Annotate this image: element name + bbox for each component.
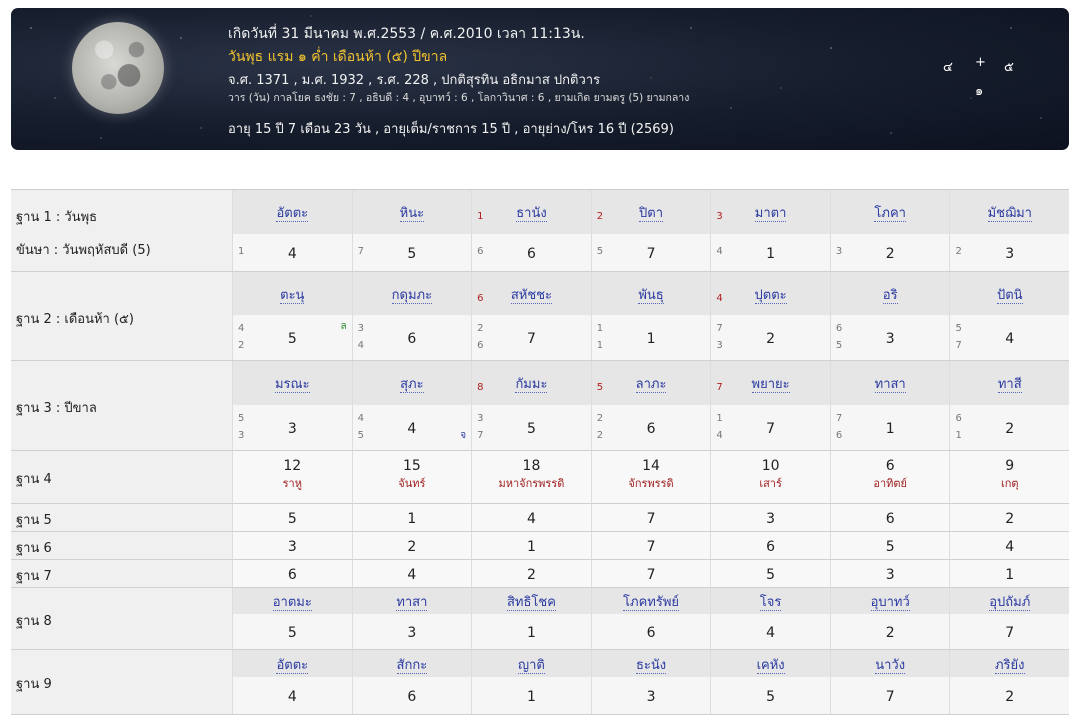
- era-line: จ.ศ. 1371 , ม.ศ. 1932 , ร.ศ. 228 , ปกติสุรทิน อธิกมาส ปกติวาร: [228, 73, 601, 88]
- table-row-base-2: [11, 272, 1069, 361]
- name-cell: [591, 361, 711, 405]
- row-label: [11, 650, 232, 714]
- value-cell: [710, 504, 830, 531]
- name-cell: [591, 190, 711, 234]
- base-value: 5: [287, 511, 297, 527]
- name-cell: [352, 272, 472, 315]
- house-value: 5: [766, 689, 776, 705]
- planet-name: ราหู: [282, 477, 302, 490]
- house-value: 5: [526, 421, 536, 437]
- value-cell: [591, 315, 711, 360]
- lunar-date-line: วันพุธ แรม ๑ ค่ำ เดือนห้า (๕) ปีขาล: [228, 49, 448, 65]
- house-name-link[interactable]: มาตา: [754, 206, 787, 221]
- value-cell: [352, 315, 472, 360]
- value-cell: [352, 234, 472, 271]
- table-row-base-6: [11, 532, 1069, 560]
- position-number-top: 3: [357, 323, 364, 334]
- position-number-bottom: 1: [596, 340, 604, 351]
- house-name-link[interactable]: สหัชชะ: [510, 288, 553, 303]
- base-5-label: ฐาน 5: [16, 513, 52, 528]
- name-cell: [232, 190, 352, 234]
- planet-cell: [830, 451, 950, 503]
- value-cell: [352, 504, 472, 531]
- name-cell: [232, 361, 352, 405]
- position-number-bottom: 2: [238, 340, 245, 351]
- value-cell: [949, 677, 1069, 714]
- house-name-link[interactable]: สิทธิโชค: [506, 595, 556, 610]
- value-cell: [591, 677, 711, 714]
- planet-name: เสาร์: [759, 477, 782, 490]
- house-name-link[interactable]: ญาติ: [518, 658, 545, 673]
- base-value: 6: [287, 567, 297, 583]
- position-number-bottom: 5: [835, 340, 843, 351]
- planet-cell: [710, 451, 830, 503]
- planet-cell: [232, 451, 352, 503]
- value-cell: [471, 234, 591, 271]
- value-cell: [710, 532, 830, 559]
- name-cell: [232, 650, 352, 677]
- house-name-link[interactable]: ปัตนิ: [996, 288, 1023, 303]
- position-number-bottom: 6: [835, 430, 843, 441]
- birth-info-banner: [11, 8, 1069, 150]
- house-value: 3: [1005, 246, 1015, 262]
- house-number: 5: [596, 382, 604, 393]
- base-6-label: ฐาน 6: [16, 541, 52, 556]
- age-line: อายุ 15 ปี 7 เดือน 23 วัน , อายุเต็ม/ราชการ 15 ปี , อายุย่าง/โหร 16 ปี (2569): [228, 122, 674, 137]
- house-value: 7: [1005, 625, 1015, 641]
- value-cell: [949, 614, 1069, 649]
- value-cell: [710, 405, 830, 450]
- value-cell: [949, 405, 1069, 450]
- house-name-link[interactable]: โจร: [759, 595, 782, 610]
- house-value: 7: [526, 331, 536, 347]
- house-name-link[interactable]: ตะนุ: [280, 288, 305, 303]
- figure-plus: +: [975, 55, 986, 70]
- row-label: [11, 588, 232, 649]
- name-cell: [949, 650, 1069, 677]
- table-row-base-9: [11, 650, 1069, 715]
- table-row-base-3: [11, 361, 1069, 451]
- house-value: 4: [287, 246, 297, 262]
- name-cell: [471, 361, 591, 405]
- house-value: 6: [526, 246, 536, 262]
- house-name-link[interactable]: สุภะ: [400, 377, 424, 392]
- house-name-link[interactable]: ปุตตะ: [754, 288, 787, 303]
- position-number-bottom: 4: [716, 430, 723, 441]
- value-cell: [830, 560, 950, 587]
- value-cell: [591, 614, 711, 649]
- position-number: 6: [477, 246, 484, 257]
- base-4-label: ฐาน 4: [16, 472, 52, 487]
- planet-cell: [471, 451, 591, 503]
- base-value: 4: [526, 511, 536, 527]
- base-2-label: ฐาน 2 : เดือนห้า (๕): [16, 312, 134, 327]
- base-value: 7: [646, 511, 656, 527]
- house-number: 4: [716, 293, 723, 304]
- moon-phase-image: [72, 22, 164, 114]
- position-number-top: 5: [238, 413, 245, 424]
- value-cell: [830, 234, 950, 271]
- name-cell: [352, 588, 472, 614]
- value-cell: [471, 315, 591, 360]
- house-value: 4: [1005, 331, 1015, 347]
- value-cell: [471, 677, 591, 714]
- position-number-top: 1: [716, 413, 723, 424]
- name-cell: [471, 588, 591, 614]
- house-name-link[interactable]: พันธุ: [638, 288, 664, 303]
- house-name-link[interactable]: นาวัง: [875, 658, 906, 673]
- value-cell: [352, 677, 472, 714]
- planet-cell: [591, 451, 711, 503]
- table-row-base-1: [11, 190, 1069, 272]
- table-row-base-4: [11, 451, 1069, 504]
- house-value: 3: [287, 421, 297, 437]
- planet-strength: 18: [522, 458, 541, 474]
- name-cell: [591, 588, 711, 614]
- planet-strength: 9: [1005, 458, 1015, 474]
- planet-mark: จ: [460, 430, 467, 441]
- base-value: 4: [1005, 539, 1015, 555]
- value-cell: [949, 315, 1069, 360]
- name-cell: [232, 272, 352, 315]
- base-value: 2: [1005, 511, 1015, 527]
- planet-strength: 14: [642, 458, 660, 474]
- value-cell: [710, 677, 830, 714]
- value-cell: [232, 315, 352, 360]
- value-cell: [710, 560, 830, 587]
- position-number-top: 6: [955, 413, 962, 424]
- house-value: 6: [646, 421, 656, 437]
- base-value: 3: [885, 567, 895, 583]
- house-value: 2: [885, 246, 895, 262]
- value-cell: [352, 614, 472, 649]
- position-number: 1: [238, 246, 245, 257]
- house-name-link[interactable]: อุปถัมภ์: [989, 595, 1031, 610]
- value-cell: [352, 405, 472, 450]
- house-value: 2: [885, 625, 895, 641]
- value-cell: [591, 560, 711, 587]
- house-value: 1: [526, 689, 536, 705]
- base-value: 1: [1005, 567, 1015, 583]
- value-cell: [352, 532, 472, 559]
- planet-name: จันทร์: [398, 477, 426, 490]
- auspicious-line: วาร (วัน) กาลโยค ธงชัย : 7 , อธิบดี : 4 , อุบาทว์ : 6 , โลกาวินาศ : 6 , ยามเกิด ยามตรู (5) ยามกลาง: [228, 92, 690, 104]
- house-name-link[interactable]: อุบาทว์: [870, 595, 910, 610]
- value-cell: [830, 405, 950, 450]
- name-cell: [232, 588, 352, 614]
- row-label: [11, 190, 232, 271]
- house-name-link[interactable]: อัตตะ: [276, 658, 309, 673]
- position-number: 3: [835, 246, 843, 257]
- name-cell: [710, 650, 830, 677]
- planet-mark: ล: [340, 321, 347, 332]
- house-name-link[interactable]: สักกะ: [396, 658, 428, 673]
- position-number-top: 7: [716, 323, 723, 334]
- house-value: 1: [885, 421, 895, 437]
- house-value: 6: [407, 689, 417, 705]
- value-cell: [949, 504, 1069, 531]
- house-name-link[interactable]: มรณะ: [274, 377, 310, 392]
- value-cell: [471, 405, 591, 450]
- house-value: 2: [1005, 421, 1015, 437]
- house-name-link[interactable]: หินะ: [399, 206, 425, 221]
- name-cell: [830, 361, 950, 405]
- row-label: [11, 532, 232, 559]
- value-cell: [232, 614, 352, 649]
- value-cell: [232, 234, 352, 271]
- value-cell: [710, 315, 830, 360]
- base-value: 2: [407, 539, 417, 555]
- base-value: 6: [766, 539, 776, 555]
- planet-strength: 10: [761, 458, 780, 474]
- house-value: 5: [407, 246, 417, 262]
- base-value: 1: [407, 511, 417, 527]
- house-name-link[interactable]: ธะนัง: [635, 658, 667, 673]
- base-8-label: ฐาน 8: [16, 614, 52, 629]
- planet-name: อาทิตย์: [873, 477, 907, 490]
- value-cell: [830, 532, 950, 559]
- base-value: 4: [407, 567, 417, 583]
- house-value: 2: [766, 331, 776, 347]
- value-cell: [232, 504, 352, 531]
- house-name-link[interactable]: ภริยัง: [994, 658, 1025, 673]
- planet-name: เกตุ: [1000, 477, 1019, 490]
- name-cell: [471, 190, 591, 234]
- house-name-link[interactable]: เคหัง: [756, 658, 785, 673]
- name-cell: [471, 650, 591, 677]
- house-value: 1: [526, 625, 536, 641]
- name-cell: [591, 272, 711, 315]
- position-number-bottom: 2: [596, 430, 604, 441]
- position-number: 2: [955, 246, 962, 257]
- position-number-top: 2: [596, 413, 604, 424]
- position-number: 5: [596, 246, 604, 257]
- row-label: [11, 451, 232, 503]
- house-value: 3: [646, 689, 656, 705]
- base-value: 3: [287, 539, 297, 555]
- base-value: 5: [885, 539, 895, 555]
- figure-top-left: ๔: [943, 60, 953, 75]
- planet-strength: 6: [885, 458, 895, 474]
- house-number: 2: [596, 211, 604, 222]
- house-name-link[interactable]: ปิตา: [639, 206, 664, 221]
- planet-strength: 12: [283, 458, 302, 474]
- position-number-top: 6: [835, 323, 843, 334]
- base-value: 2: [526, 567, 536, 583]
- name-cell: [710, 272, 830, 315]
- position-number-bottom: 1: [955, 430, 962, 441]
- base-value: 6: [885, 511, 895, 527]
- value-cell: [949, 532, 1069, 559]
- house-value: 7: [766, 421, 776, 437]
- house-value: 4: [407, 421, 417, 437]
- house-number: 6: [477, 293, 484, 304]
- name-cell: [710, 361, 830, 405]
- house-number: 3: [716, 211, 723, 222]
- table-row-base-7: [11, 560, 1069, 588]
- position-number-top: 3: [477, 413, 484, 424]
- name-cell: [830, 588, 950, 614]
- position-number-bottom: 4: [357, 340, 364, 351]
- house-name-link[interactable]: โภคา: [874, 206, 906, 221]
- house-value: 7: [885, 689, 895, 705]
- name-cell: [471, 272, 591, 315]
- value-cell: [232, 405, 352, 450]
- value-cell: [591, 504, 711, 531]
- value-cell: [710, 614, 830, 649]
- house-name-link[interactable]: โภคทรัพย์: [623, 595, 680, 610]
- row-label: [11, 361, 232, 450]
- base-value: 5: [766, 567, 776, 583]
- house-value: 6: [407, 331, 417, 347]
- house-number: 8: [477, 382, 484, 393]
- base-value: 1: [526, 539, 536, 555]
- house-name-link[interactable]: ทาสี: [997, 377, 1022, 392]
- house-value: 1: [766, 246, 776, 262]
- row-label: [11, 504, 232, 531]
- position-number-bottom: 3: [716, 340, 723, 351]
- value-cell: [232, 560, 352, 587]
- birth-date-line: เกิดวันที่ 31 มีนาคม พ.ศ.2553 / ค.ศ.2010 เวลา 11:13น.: [228, 26, 585, 42]
- house-value: 2: [1005, 689, 1015, 705]
- house-name-link[interactable]: ลาภะ: [635, 377, 667, 392]
- row-label: [11, 560, 232, 587]
- house-name-link[interactable]: มัชฌิมา: [987, 206, 1032, 221]
- name-cell: [949, 272, 1069, 315]
- value-cell: [591, 234, 711, 271]
- position-number-top: 4: [357, 413, 364, 424]
- house-name-link[interactable]: อริ: [882, 288, 898, 303]
- house-value: 5: [287, 331, 297, 347]
- house-name-link[interactable]: ทาสา: [396, 595, 428, 610]
- base-value: 3: [766, 511, 776, 527]
- planet-cell: [352, 451, 472, 503]
- value-cell: [949, 234, 1069, 271]
- house-number: 1: [477, 211, 484, 222]
- planet-name: จักรพรรดิ: [628, 477, 674, 490]
- name-cell: [352, 361, 472, 405]
- house-name-link[interactable]: ทาสา: [874, 377, 906, 392]
- value-cell: [591, 532, 711, 559]
- name-cell: [710, 190, 830, 234]
- position-number-top: 4: [238, 323, 245, 334]
- house-value: 4: [287, 689, 297, 705]
- base-7-label: ฐาน 7: [16, 569, 52, 584]
- name-cell: [949, 361, 1069, 405]
- house-value: 1: [646, 331, 656, 347]
- figure-top-right: ๕: [1004, 60, 1014, 75]
- value-cell: [232, 532, 352, 559]
- row-label: [11, 272, 232, 360]
- planet-cell: [949, 451, 1069, 503]
- position-number-bottom: 6: [477, 340, 484, 351]
- figure-bottom: ๑: [975, 84, 984, 99]
- house-name-link[interactable]: อัตตะ: [276, 206, 309, 221]
- name-cell: [591, 650, 711, 677]
- position-number-bottom: 7: [477, 430, 484, 441]
- position-number-top: 5: [955, 323, 962, 334]
- base-1-label: ฐาน 1 : วันพุธ: [16, 210, 98, 225]
- name-cell: [352, 650, 472, 677]
- value-cell: [352, 560, 472, 587]
- house-name-link[interactable]: อาตมะ: [272, 595, 312, 610]
- base-1-sublabel: ขันษา : วันพฤหัสบดี (5): [16, 243, 151, 258]
- astrology-table: [11, 189, 1069, 715]
- value-cell: [830, 677, 950, 714]
- name-cell: [352, 190, 472, 234]
- value-cell: [830, 315, 950, 360]
- table-row-base-8: [11, 588, 1069, 650]
- value-cell: [830, 504, 950, 531]
- house-name-link[interactable]: ธานัง: [516, 206, 547, 221]
- house-number: 7: [716, 382, 723, 393]
- planet-name: มหาจักรพรรดิ: [498, 477, 565, 490]
- value-cell: [471, 532, 591, 559]
- value-cell: [232, 677, 352, 714]
- planet-strength: 15: [402, 458, 421, 474]
- name-cell: [830, 272, 950, 315]
- position-number-top: 1: [596, 323, 604, 334]
- house-value: 4: [766, 625, 776, 641]
- name-cell: [710, 588, 830, 614]
- house-value: 6: [646, 625, 656, 641]
- value-cell: [830, 614, 950, 649]
- name-cell: [830, 190, 950, 234]
- position-number-bottom: 7: [955, 340, 962, 351]
- value-cell: [710, 234, 830, 271]
- value-cell: [949, 560, 1069, 587]
- house-value: 3: [885, 331, 895, 347]
- value-cell: [471, 504, 591, 531]
- house-name-link[interactable]: กัมมะ: [515, 377, 548, 392]
- base-3-label: ฐาน 3 : ปีขาล: [16, 401, 97, 416]
- position-number: 4: [716, 246, 723, 257]
- position-number-bottom: 3: [238, 430, 245, 441]
- house-value: 5: [287, 625, 297, 641]
- value-cell: [591, 405, 711, 450]
- position-number-top: 7: [835, 413, 843, 424]
- base-9-label: ฐาน 9: [16, 677, 52, 692]
- base-value: 7: [646, 567, 656, 583]
- name-cell: [949, 190, 1069, 234]
- value-cell: [471, 614, 591, 649]
- table-row-base-5: [11, 504, 1069, 532]
- name-cell: [830, 650, 950, 677]
- position-number-top: 2: [477, 323, 484, 334]
- value-cell: [471, 560, 591, 587]
- house-value: 7: [646, 246, 656, 262]
- base-value: 7: [646, 539, 656, 555]
- position-number-bottom: 5: [357, 430, 364, 441]
- house-name-link[interactable]: กดุมภะ: [391, 288, 433, 303]
- name-cell: [949, 588, 1069, 614]
- position-number: 7: [357, 246, 364, 257]
- house-value: 3: [407, 625, 417, 641]
- house-name-link[interactable]: พยายะ: [751, 377, 790, 392]
